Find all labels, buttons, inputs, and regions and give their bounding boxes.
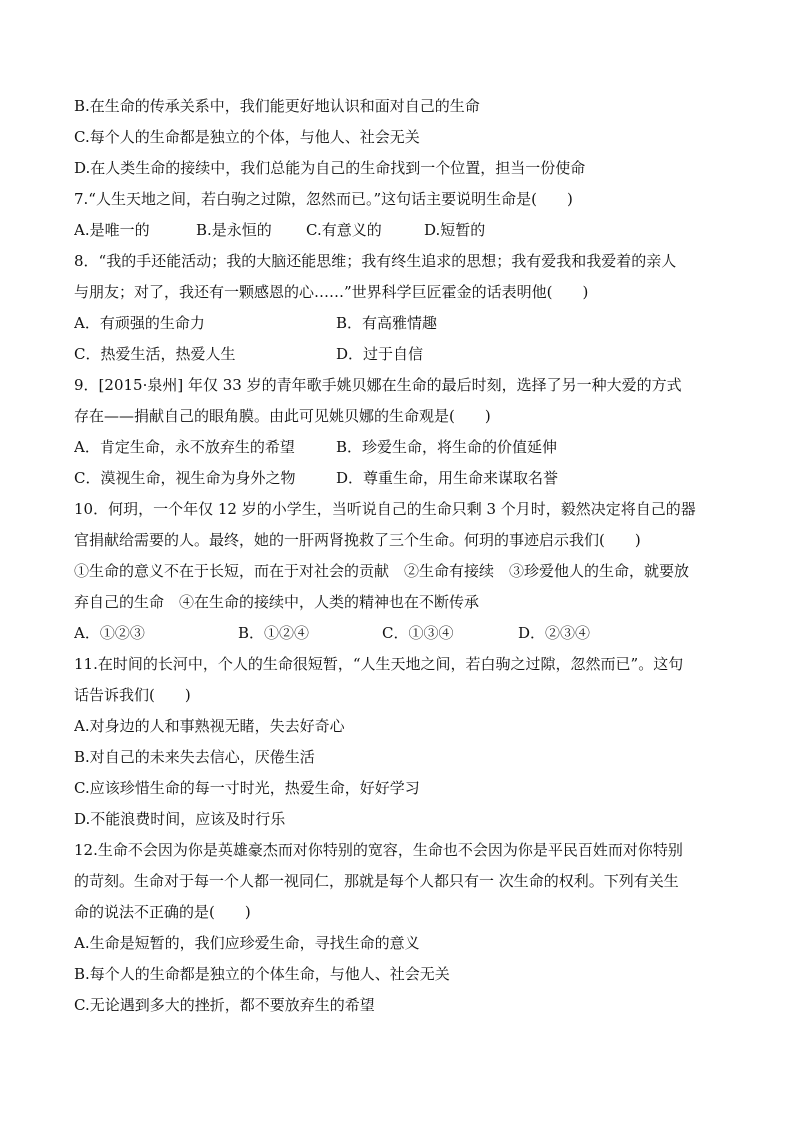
q9-option-c: C．漠视生命，视生命为身外之物 xyxy=(74,469,296,487)
q10-options xyxy=(74,618,734,649)
q10-option-d: D．②③④ xyxy=(518,624,591,642)
q11-option-b: B.对自己的未来失去信心，厌倦生活 xyxy=(74,748,315,766)
q9-options-row2 xyxy=(74,463,734,494)
q10-statements-line2: 弃自己的生命 ④在生命的接续中，人类的精神也在不断传承 xyxy=(74,593,480,611)
q11-option-c: C.应该珍惜生命的每一寸时光，热爱生命，好好学习 xyxy=(74,779,420,797)
q7-option-b: B.是永恒的 xyxy=(196,221,272,239)
q6-option-b: B.在生命的传承关系中，我们能更好地认识和面对自己的生命 xyxy=(74,97,480,115)
q10-statements-line1: ①生命的意义不在于长短，而在于对社会的贡献 ②生命有接续 ③珍爱他人的生命，就要放 xyxy=(74,562,690,580)
q8-stem-line1: 8．“我的手还能活动；我的大脑还能思维；我有终生追求的思想；我有爱我和我爱着的亲人 xyxy=(74,252,677,270)
q10-option-a: A．①②③ xyxy=(74,624,145,642)
q10-option-c: C．①③④ xyxy=(382,624,454,642)
q11-option-a: A.对身边的人和事熟视无睹，失去好奇心 xyxy=(74,717,345,735)
q8-option-b: B．有高雅情趣 xyxy=(336,314,438,332)
q9-stem-line2: 存在——捐献自己的眼角膜。由此可见姚贝娜的生命观是( ) xyxy=(74,407,491,425)
q7-option-d: D.短暂的 xyxy=(424,221,486,239)
q7-option-a: A.是唯一的 xyxy=(74,221,150,239)
q7-option-c: C.有意义的 xyxy=(306,221,382,239)
q12-stem-line1: 12.生命不会因为你是英雄豪杰而对你特别的宽容，生命也不会因为你是平民百姓而对你特别 xyxy=(74,841,683,859)
q11-stem-line2: 话告诉我们( ) xyxy=(74,686,191,704)
q8-options-row2 xyxy=(74,339,734,370)
q10-option-b: B．①②④ xyxy=(238,624,310,642)
question-content xyxy=(74,91,734,1021)
q8-option-d: D．过于自信 xyxy=(336,345,424,363)
q6-option-d: D.在人类生命的接续中，我们总能为自己的生命找到一个位置，担当一份使命 xyxy=(74,159,586,177)
q9-option-d: D．尊重生命，用生命来谋取名誉 xyxy=(336,469,559,487)
q12-option-a: A.生命是短暂的，我们应珍爱生命，寻找生命的意义 xyxy=(74,934,420,952)
q7-options xyxy=(74,215,734,246)
q11-stem-line1: 11.在时间的长河中，个人的生命很短暂，“人生天地之间，若白驹之过隙，忽然而已”。这句 xyxy=(74,655,684,673)
q10-stem-line2: 官捐献给需要的人。最终，她的一肝两肾挽救了三个生命。何玥的事迹启示我们( ) xyxy=(74,531,641,549)
q7-stem: 7.“人生天地之间，若白驹之过隙，忽然而已。”这句话主要说明生命是( ) xyxy=(74,190,573,208)
q8-stem-line2: 与朋友；对了，我还有一颗感恩的心……”世界科学巨匠霍金的话表明他( ) xyxy=(74,283,589,301)
q9-stem-line1: 9．[2015·泉州] 年仅 33 岁的青年歌手姚贝娜在生命的最后时刻，选择了另一种大爱的方式 xyxy=(74,376,682,394)
q9-option-a: A．肯定生命，永不放弃生的希望 xyxy=(74,438,295,456)
q12-option-c: C.无论遇到多大的挫折，都不要放弃生的希望 xyxy=(74,996,375,1014)
q9-option-b: B．珍爱生命，将生命的价值延伸 xyxy=(336,438,558,456)
q11-option-d: D.不能浪费时间，应该及时行乐 xyxy=(74,810,286,828)
q12-stem-line3: 命的说法不正确的是( ) xyxy=(74,903,251,921)
q12-option-b: B.每个人的生命都是独立的个体生命，与他人、社会无关 xyxy=(74,965,450,983)
q8-options-row1 xyxy=(74,308,734,339)
q6-option-c: C.每个人的生命都是独立的个体，与他人、社会无关 xyxy=(74,128,420,146)
q9-options-row1 xyxy=(74,432,734,463)
q12-stem-line2: 的苛刻。生命对于每一个人都一视同仁，那就是每个人都只有一 次生命的权利。下列有关生 xyxy=(74,872,679,890)
q10-stem-line1: 10．何玥，一个年仅 12 岁的小学生，当听说自己的生命只剩 3 个月时，毅然决定将自己的器 xyxy=(74,500,696,518)
q8-option-c: C．热爱生活，热爱人生 xyxy=(74,345,236,363)
q8-option-a: A．有顽强的生命力 xyxy=(74,314,205,332)
